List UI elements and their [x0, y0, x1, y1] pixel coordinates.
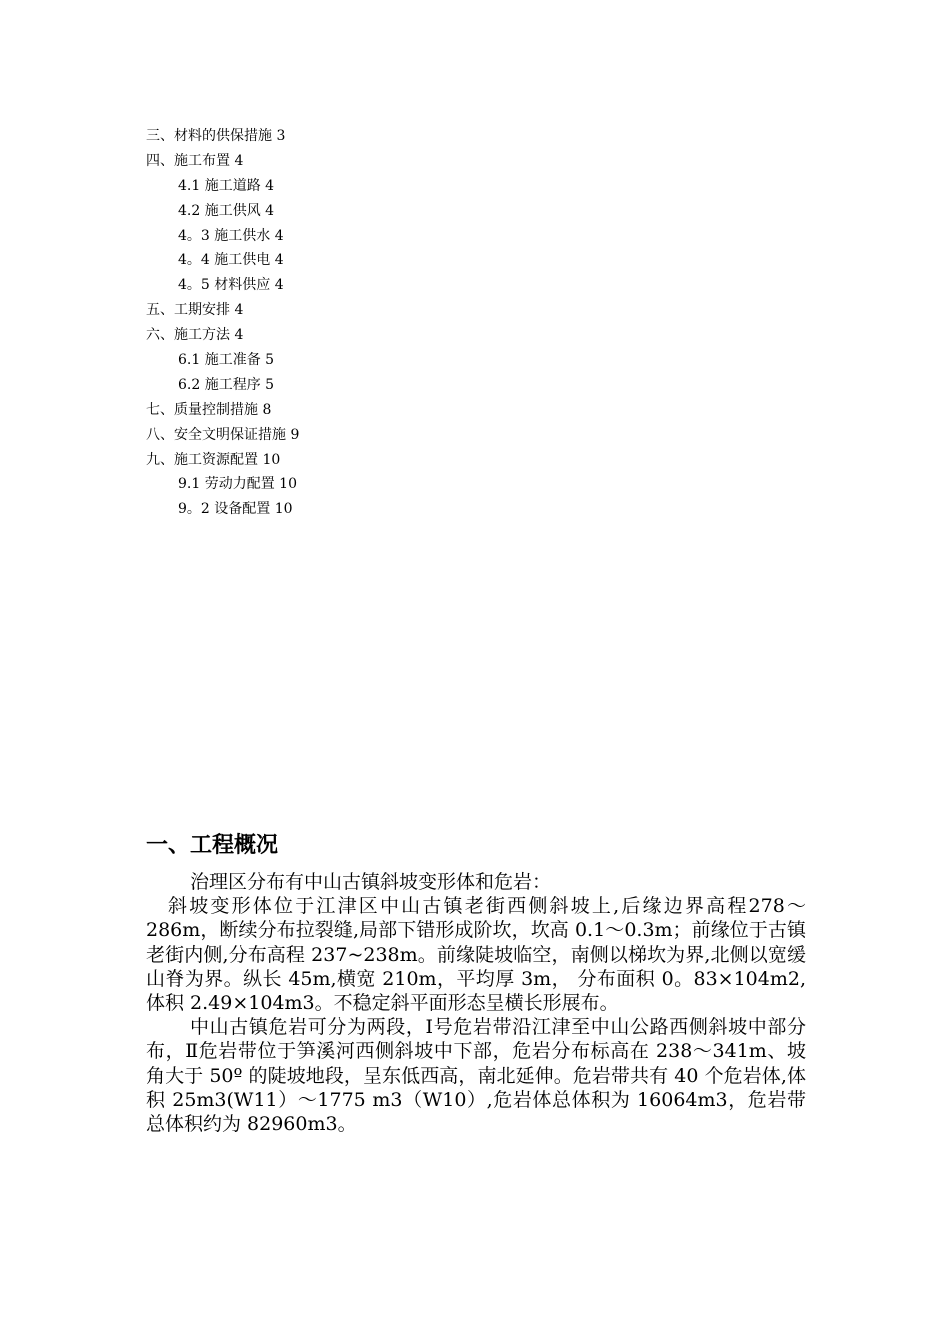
body-paragraph-intro: 治理区分布有中山古镇斜坡变形体和危岩：	[190, 871, 552, 893]
toc-subentry: 4。5 材料供应 4	[178, 277, 284, 294]
table-of-contents	[146, 124, 806, 522]
toc-subentry: 4。3 施工供水 4	[178, 227, 284, 244]
section-heading: 一、工程概况	[146, 833, 279, 858]
toc-subentry: 6.1 施工准备 5	[178, 352, 275, 369]
toc-entry: 六、施工方法 4	[146, 327, 244, 344]
project-overview-section	[146, 826, 806, 1136]
toc-entry: 八、安全文明保证措施 9	[146, 426, 300, 443]
toc-entry: 三、材料的供保措施 3	[146, 128, 286, 144]
body-paragraph-slope: 斜坡变形体位于江津区中山古镇老街西侧斜坡上,后缘边界高程278～286m，断续分布拉裂缝,局部下错形成阶坎，坎高 0.1～0.3m；前缘位于古镇老街内侧,分布高程 237~238m。前缘陡坡临空，南侧以梯坎为界,北侧以宽缓山脊为界。纵长 45m,横宽 210m，平均厚 3m， 分布面积 0。83×104m2,体积 2.49×104m3。不稳定斜平面形态呈横长形展布。	[146, 895, 806, 1015]
toc-entry: 七、质量控制措施 8	[146, 401, 272, 418]
body-paragraph-rock: 中山古镇危岩可分为两段，Ⅰ号危岩带沿江津至中山公路西侧斜坡中部分布，Ⅱ危岩带位于笋溪河西侧斜坡中下部，危岩分布标高在 238～341m、坡角大于 50º 的陡坡地段，呈东低西高，南北延伸。危岩带共有 40 个危岩体,体积 25m3(W11）～1775 m3（W10）,危岩体总体积为 16064m3，危岩带总体积约为 82960m3。	[146, 1016, 806, 1136]
toc-subentry: 4.1 施工道路 4	[178, 177, 275, 194]
toc-subentry: 4。4 施工供电 4	[178, 252, 284, 269]
toc-entry: 九、施工资源配置 10	[146, 451, 281, 468]
toc-subentry: 4.2 施工供风 4	[178, 202, 275, 219]
toc-subentry: 9.1 劳动力配置 10	[178, 476, 297, 493]
toc-subentry: 9。2 设备配置 10	[178, 501, 293, 518]
toc-entry: 五、工期安排 4	[146, 302, 244, 319]
toc-entry: 四、施工布置 4	[146, 152, 244, 169]
toc-subentry: 6.2 施工程序 5	[178, 376, 275, 393]
